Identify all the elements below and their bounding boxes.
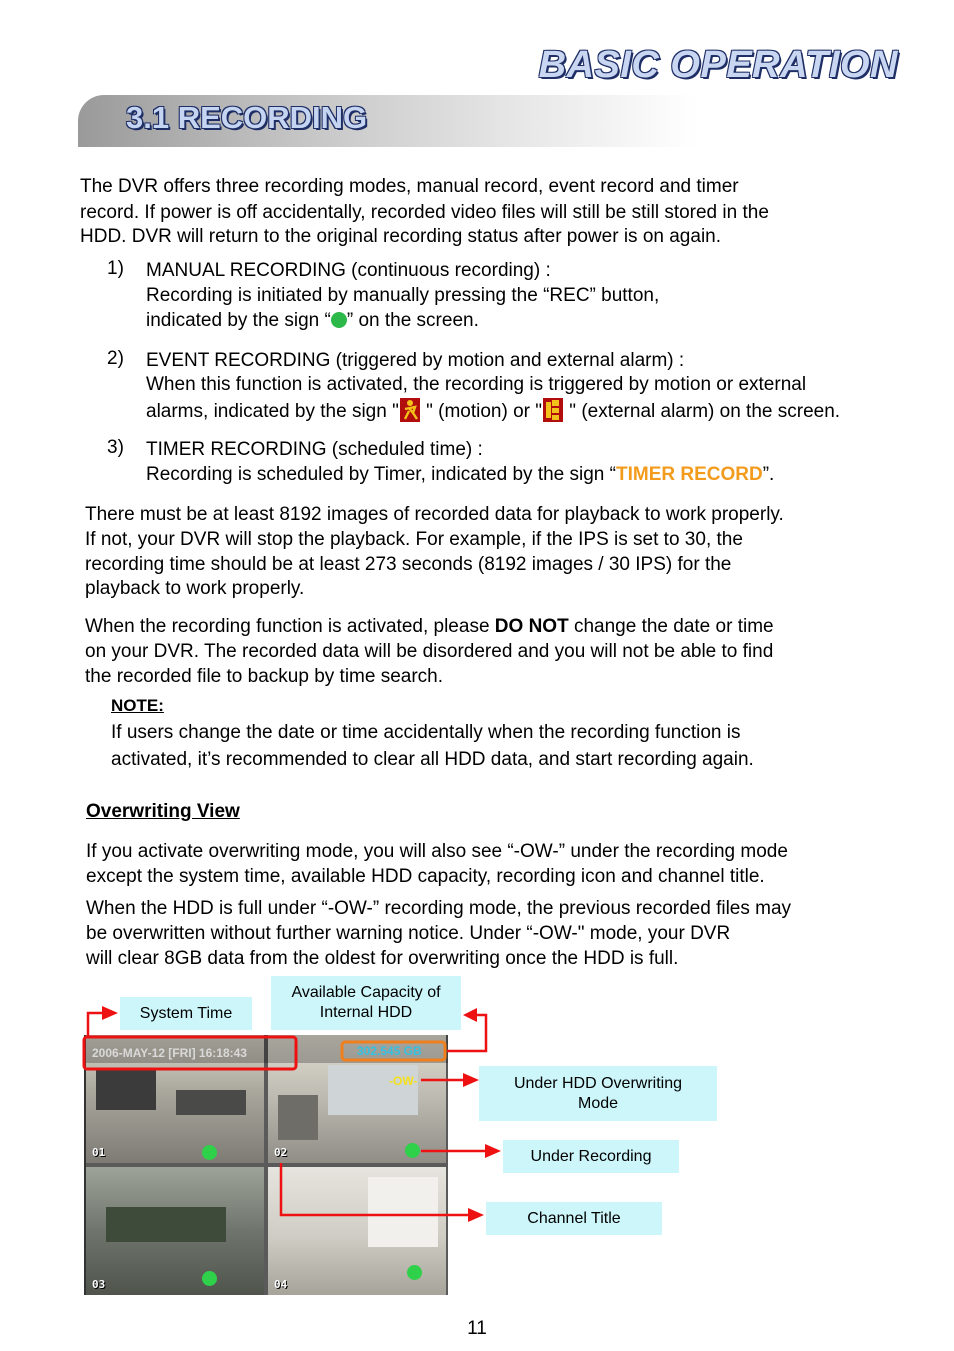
hdd-capacity-label-line-1: Available Capacity of xyxy=(291,984,441,1001)
warning-line-3: the recorded file to backup by time search. xyxy=(85,666,444,687)
system-time-arrow xyxy=(88,1013,104,1037)
note-label: NOTE: xyxy=(111,696,164,715)
mode-1-line-2-pre: indicated by the sign “ xyxy=(146,310,331,331)
page-number: 11 xyxy=(467,1318,487,1339)
overwriting-mode-label-line-2: Mode xyxy=(577,1094,619,1112)
system-time-label: System Time xyxy=(120,997,252,1030)
mode-2-line-2-a: alarms, indicated by the sign " xyxy=(146,401,399,422)
overwriting-p2-line-3: will clear 8GB data from the oldest for overwriting once the HDD is full. xyxy=(86,948,679,969)
screen-ow-indicator: -OW- xyxy=(389,1074,418,1088)
intro-line-3: HDD. DVR will return to the original recording status after power is on again. xyxy=(80,226,722,247)
system-time-highlight xyxy=(84,1037,296,1069)
intro-line-1: The DVR offers three recording modes, manual record, event record and timer xyxy=(80,176,739,197)
warning-line-2: on your DVR. The recorded data will be disordered and you will not be able to find xyxy=(85,641,774,662)
overwriting-mode-label-line-1: Under HDD Overwriting xyxy=(513,1074,683,1092)
section-title: BASIC OPERATION xyxy=(538,44,898,86)
mode-1-title: MANUAL RECORDING (continuous recording) : xyxy=(146,260,551,281)
playback-line-3: recording time should be at least 273 seconds (8192 images / 30 IPS) for the xyxy=(85,554,732,575)
mode-2-number: 2) xyxy=(107,348,124,369)
hdd-capacity-label-line-2: Internal HDD xyxy=(319,1004,413,1021)
intro-line-2: record. If power is off accidentally, recorded video files will still be still stored in the xyxy=(80,202,769,223)
channel-title-label: Channel Title xyxy=(486,1202,662,1235)
playback-line-4: playback to work properly. xyxy=(85,578,305,599)
channel-title-03: 03 xyxy=(92,1278,106,1291)
warning-line-1-post: change the date or time xyxy=(568,616,774,637)
overwriting-p1-line-2: except the system time, available HDD capacity, recording icon and channel title. xyxy=(86,866,765,887)
note-line-2: activated, it’s recommended to clear all HDD data, and start recording again. xyxy=(111,749,754,770)
warning-line-1-pre: When the recording function is activated, please xyxy=(85,616,495,637)
overwriting-p2-line-2: be overwritten without further warning notice. Under “-OW-" mode, your DVR xyxy=(86,923,731,944)
overwriting-p2-line-1: When the HDD is full under “-OW-” recording mode, the previous recorded files may xyxy=(86,898,792,919)
playback-line-2: If not, your DVR will stop the playback. For example, if the IPS is set to 30, the xyxy=(85,529,743,550)
mode-1-line-1: Recording is initiated by manually pressing the “REC” button, xyxy=(146,285,660,306)
mode-2-line-1: When this function is activated, the recording is triggered by motion or external xyxy=(146,374,807,395)
hdd-capacity-highlight xyxy=(342,1042,445,1060)
overwriting-heading: Overwriting View xyxy=(86,801,240,822)
overwriting-p1-line-1: If you activate overwriting mode, you will also see “-OW-” under the recording mode xyxy=(86,841,788,862)
under-recording-label: Under Recording xyxy=(503,1140,679,1173)
screen-system-time: 2006-MAY-12 [FRI] 16:18:43 xyxy=(92,1046,247,1060)
mode-2-title: EVENT RECORDING (triggered by motion and external alarm) : xyxy=(146,350,685,371)
mode-1-line-2-post: ” on the screen. xyxy=(346,310,479,331)
mode-2-line-2-b: " (motion) or " xyxy=(420,401,543,422)
mode-3-line-1-pre: Recording is scheduled by Timer, indicated by the sign “ xyxy=(146,464,616,485)
note-line-1: If users change the date or time accidentally when the recording function is xyxy=(111,722,741,743)
mode-1-number: 1) xyxy=(107,258,124,279)
mode-2-line-2-c: " (external alarm) on the screen. xyxy=(564,401,841,422)
timer-record-sign: TIMER RECORD xyxy=(615,464,763,485)
channel-title-02: 02 xyxy=(274,1146,288,1159)
channel-title-01: 01 xyxy=(92,1146,106,1159)
screen-hdd-capacity: 302.545 GB xyxy=(357,1044,422,1058)
chapter-title: 3.1 RECORDING xyxy=(126,100,368,135)
mode-3-line-1-post: ”. xyxy=(762,464,775,485)
channel-title-04: 04 xyxy=(274,1278,288,1291)
do-not-emphasis: DO NOT xyxy=(494,616,569,637)
channel-title-arrow xyxy=(281,1163,469,1215)
mode-3-title: TIMER RECORDING (scheduled time) : xyxy=(146,439,483,460)
mode-3-number: 3) xyxy=(107,437,124,458)
playback-line-1: There must be at least 8192 images of recorded data for playback to work properly. xyxy=(85,504,784,525)
hdd-capacity-arrow xyxy=(447,1015,486,1051)
